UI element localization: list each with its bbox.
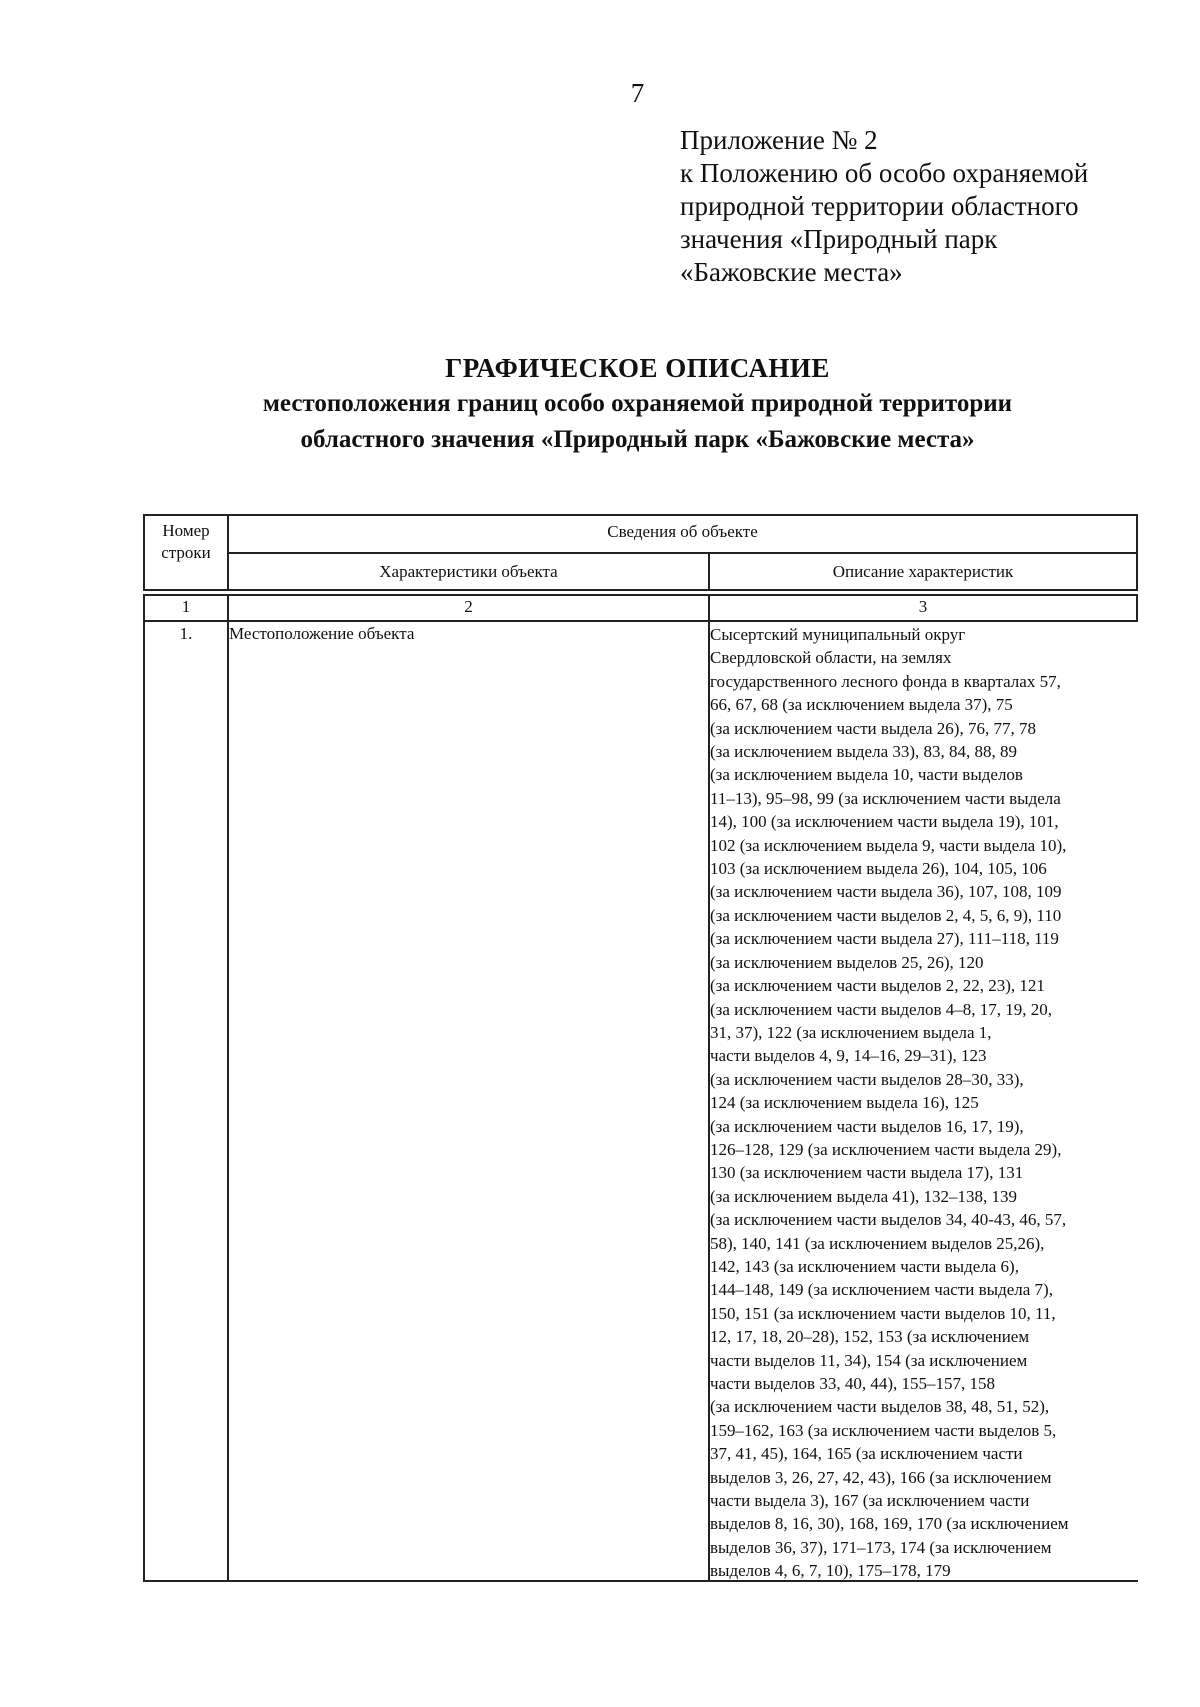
description-line: 130 (за исключением части выдела 17), 131: [710, 1163, 1024, 1183]
table-row-description: [710, 623, 1136, 1583]
description-line: 66, 67, 68 (за исключением выдела 37), 75: [710, 695, 1013, 715]
description-line: части выделов 33, 40, 44), 155–157, 158: [710, 1374, 995, 1393]
header-group: Сведения об объекте: [607, 522, 758, 541]
table-border: [143, 594, 1138, 596]
page-number: 7: [630, 78, 645, 108]
appendix-line: Приложение № 2: [680, 125, 878, 155]
title-subtitle-line: областного значения «Природный парк «Бажовские места»: [300, 426, 975, 453]
description-line: 31, 37), 122 (за исключением выдела 1,: [710, 1022, 992, 1042]
column-number: 3: [918, 597, 928, 616]
table-border: [143, 589, 1138, 591]
boundary-table: [143, 514, 1138, 1582]
description-line: Свердловской области, на землях: [710, 648, 952, 668]
description-line: Сысертский муниципальный округ: [710, 625, 966, 644]
description-line: (за исключением части выдела 27), 111–118, 119: [710, 929, 1059, 949]
description-line: 124 (за исключением выдела 16), 125: [710, 1093, 979, 1113]
description-line: (за исключением выдела 10, части выделов: [710, 765, 1023, 785]
description-line: 58), 140, 141 (за исключением выделов 25,26),: [710, 1233, 1045, 1253]
description-line: выделов 36, 37), 171–173, 174 (за исключением: [710, 1537, 1052, 1557]
description-line: 150, 151 (за исключением части выделов 10, 11,: [710, 1303, 1056, 1323]
description-line: (за исключением части выделов 38, 48, 51, 52),: [710, 1397, 1050, 1417]
description-line: выделов 4, 6, 7, 10), 175–178, 179: [710, 1561, 951, 1581]
description-line: 159–162, 163 (за исключением части выделов 5,: [710, 1420, 1057, 1440]
appendix-heading: [680, 124, 1180, 289]
appendix-line: к Положению об особо охраняемой: [680, 158, 1089, 188]
document-title: [0, 350, 1200, 458]
description-line: выделов 8, 16, 30), 168, 169, 170 (за исключением: [710, 1514, 1069, 1534]
header-row-number-line: Номер: [162, 521, 210, 540]
column-number: 2: [464, 597, 473, 616]
table-row-characteristic: Местоположение объекта: [229, 624, 415, 643]
header-row-number: [145, 520, 227, 564]
table-divider: [227, 594, 229, 1582]
title-main: ГРАФИЧЕСКОЕ ОПИСАНИЕ: [445, 353, 830, 383]
description-line: (за исключением выдела 41), 132–138, 139: [710, 1186, 1018, 1206]
appendix-line: значения «Природный парк: [680, 224, 998, 254]
description-line: части выделов 4, 9, 14–16, 29–31), 123: [710, 1046, 987, 1066]
description-line: государственного лесного фонда в кварталах 57,: [710, 671, 1061, 691]
description-line: (за исключением выделов 25, 26), 120: [710, 952, 984, 972]
description-line: части выделов 11, 34), 154 (за исключением: [710, 1350, 1028, 1370]
description-line: 11–13), 95–98, 99 (за исключением части выдела: [710, 788, 1061, 808]
description-line: части выдела 3), 167 (за исключением части: [710, 1491, 1030, 1511]
description-line: 102 (за исключением выдела 9, части выдела 10),: [710, 835, 1067, 855]
description-line: (за исключением части выдела 26), 76, 77, 78: [710, 718, 1036, 738]
description-line: 144–148, 149 (за исключением части выдела 7),: [710, 1280, 1053, 1300]
table-border: [143, 514, 1138, 516]
description-line: 142, 143 (за исключением части выдела 6),: [710, 1256, 1019, 1276]
description-line: 14), 100 (за исключением части выдела 19), 101,: [710, 812, 1059, 832]
description-line: (за исключением части выделов 34, 40-43, 46, 57,: [710, 1210, 1067, 1230]
description-line: 103 (за исключением выдела 26), 104, 105, 106: [710, 859, 1047, 879]
description-line: 12, 17, 18, 20–28), 152, 153 (за исключением: [710, 1327, 1030, 1347]
description-line: (за исключением выдела 33), 83, 84, 88, 89: [710, 742, 1018, 762]
appendix-line: «Бажовские места»: [680, 257, 903, 287]
description-line: 126–128, 129 (за исключением части выдела 29),: [710, 1139, 1062, 1159]
header-row-number-line: строки: [161, 543, 211, 562]
description-line: (за исключением части выделов 2, 4, 5, 6, 9), 110: [710, 905, 1062, 925]
description-line: (за исключением части выделов 2, 22, 23), 121: [710, 976, 1045, 996]
table-border: [143, 594, 145, 1582]
description-line: (за исключением части выделов 16, 17, 19),: [710, 1116, 1024, 1136]
appendix-line: природной территории областного: [680, 191, 1079, 221]
description-line: (за исключением части выделов 4–8, 17, 19, 20,: [710, 999, 1053, 1019]
description-line: (за исключением части выдела 36), 107, 108, 109: [710, 882, 1062, 902]
table-row-number: 1.: [179, 624, 193, 643]
table-border: [143, 620, 1138, 622]
column-number: 1: [181, 597, 191, 616]
header-description: Описание характеристик: [832, 562, 1014, 581]
header-characteristics: Характеристики объекта: [379, 562, 558, 581]
table-border: [1136, 594, 1138, 621]
table-divider: [227, 552, 1138, 554]
title-subtitle-line: местоположения границ особо охраняемой природной территории: [262, 390, 1013, 417]
description-line: (за исключением части выделов 28–30, 33),: [710, 1069, 1024, 1089]
description-line: 37, 41, 45), 164, 165 (за исключением части: [710, 1444, 1023, 1464]
description-line: выделов 3, 26, 27, 42, 43), 166 (за исключением: [710, 1467, 1052, 1487]
